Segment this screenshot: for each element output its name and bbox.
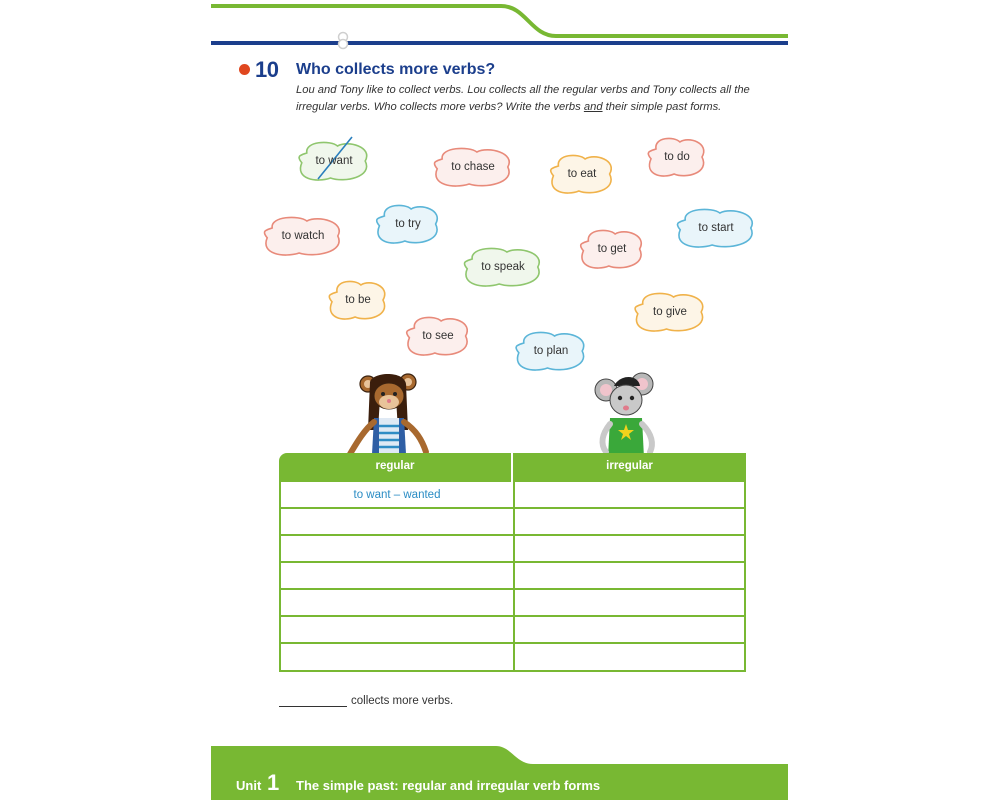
exercise-number: 10: [255, 57, 279, 82]
table-cell-regular-2[interactable]: [281, 516, 513, 530]
row-divider: [281, 588, 744, 590]
row-divider: [281, 561, 744, 563]
verb-cloud-label: to start: [698, 222, 734, 234]
verb-cloud-label: to be: [345, 294, 371, 306]
unit-title: The simple past: regular and irregular verb forms: [296, 778, 601, 793]
table-cell-regular-4[interactable]: [281, 570, 513, 584]
row-divider: [281, 642, 744, 644]
verb-cloud-label: to do: [664, 151, 690, 163]
row-divider: [281, 615, 744, 617]
table-cell-irregular-2[interactable]: [515, 516, 744, 530]
verb-cloud-label: to eat: [567, 168, 597, 180]
table-cell-irregular-4[interactable]: [515, 570, 744, 584]
row-divider: [281, 507, 744, 509]
exercise-instruction: Lou and Tony like to collect verbs. Lou collects all the regular verbs and Tony collects all the irregular verbs. Who collects more verbs? Write the verbs and their simple past forms.: [296, 84, 750, 113]
mouse-boy-illustration: [592, 372, 662, 458]
verb-cloud-label: to speak: [481, 261, 525, 273]
table-cell-regular-6[interactable]: [281, 624, 513, 638]
table-cell-regular-3[interactable]: [281, 543, 513, 557]
verb-cloud-label: to watch: [281, 230, 325, 242]
monkey-girl-illustration: [346, 370, 436, 460]
answer-sentence: collects more verbs.: [351, 695, 454, 707]
verb-table-header: [279, 453, 746, 482]
answer-blank-field[interactable]: [279, 706, 347, 707]
verb-cloud-label: to try: [395, 218, 421, 230]
table-cell-irregular-7[interactable]: [515, 651, 744, 665]
unit-label: Unit: [236, 778, 262, 793]
table-cell-regular-1[interactable]: to want – wanted: [353, 489, 441, 501]
table-cell-regular-7[interactable]: [281, 651, 513, 665]
column-header-regular: regular: [375, 460, 415, 472]
unit-number: 1: [267, 770, 280, 795]
row-divider: [281, 534, 744, 536]
verb-cloud-label: to give: [653, 306, 687, 318]
table-cell-irregular-6[interactable]: [515, 624, 744, 638]
verb-cloud-label: to want: [315, 155, 353, 167]
column-header-irregular: irregular: [606, 460, 653, 472]
verb-cloud-label: to chase: [451, 161, 495, 173]
table-cell-irregular-3[interactable]: [515, 543, 744, 557]
verb-cloud-label: to plan: [533, 345, 569, 357]
table-cell-regular-5[interactable]: [281, 597, 513, 611]
table-cell-irregular-5[interactable]: [515, 597, 744, 611]
verb-table: [279, 482, 746, 672]
verb-cloud-label: to get: [597, 243, 627, 255]
exercise-title: Who collects more verbs?: [296, 61, 496, 78]
verb-cloud-label: to see: [422, 330, 454, 342]
